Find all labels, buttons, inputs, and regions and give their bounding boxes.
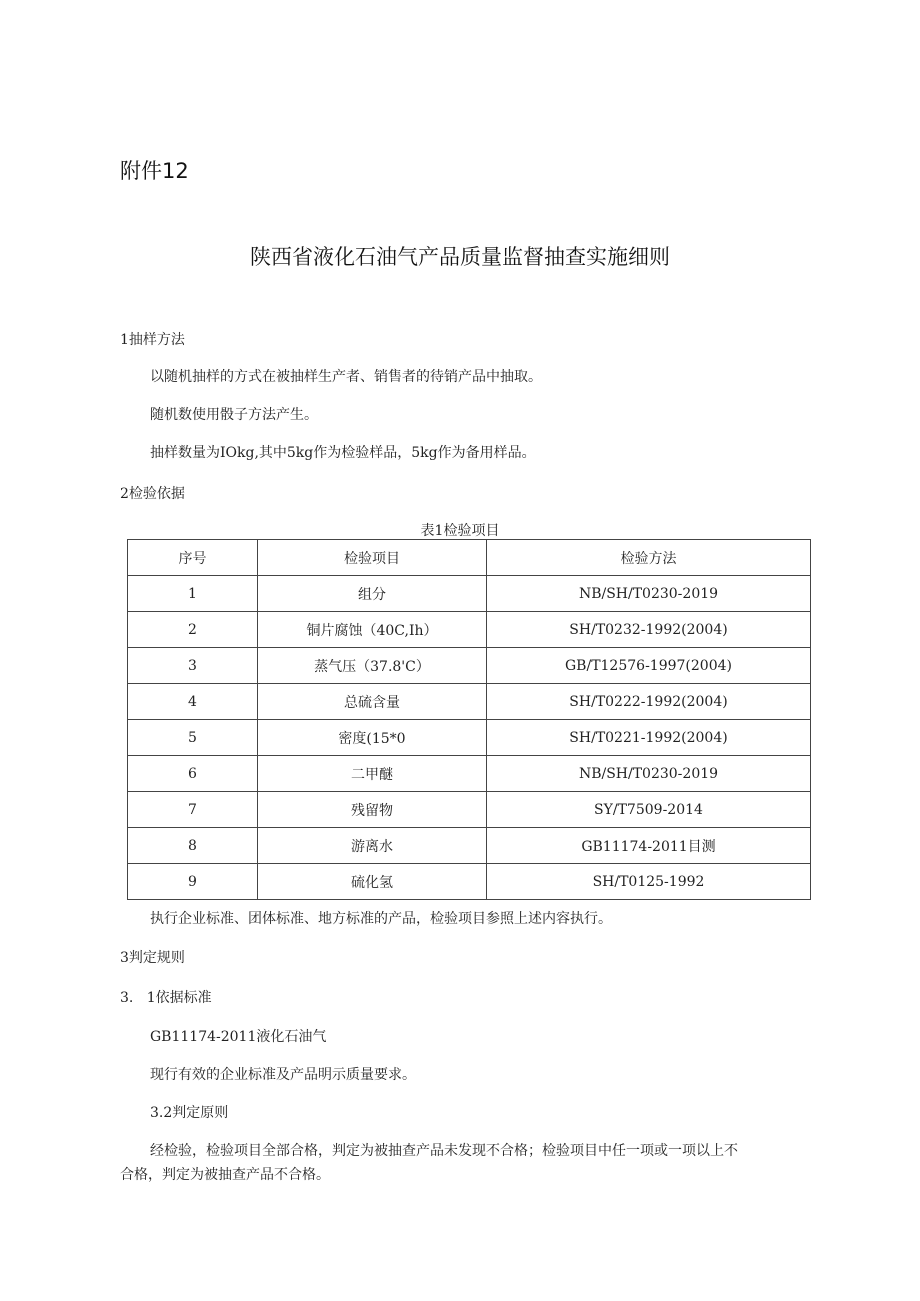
cell-item: 密度(15*0 (258, 720, 487, 756)
cell-item: 二甲醚 (258, 756, 487, 792)
section-3-2-heading: 3.2判定原则 (150, 1105, 229, 1121)
cell-item: 组分 (258, 576, 487, 612)
section-3-1-heading: 3. 1依据标准 (120, 990, 212, 1006)
cell-serial: 2 (128, 612, 258, 648)
cell-serial: 7 (128, 792, 258, 828)
cell-serial: 5 (128, 720, 258, 756)
table-row (128, 612, 811, 648)
table-caption: 表1检验项目 (420, 523, 500, 539)
table-row (128, 756, 811, 792)
table-row (128, 576, 811, 612)
section-3-1-line-2: 现行有效的企业标准及产品明示质量要求。 (150, 1067, 416, 1083)
table-row (128, 864, 811, 900)
cell-item: 总硫含量 (258, 684, 487, 720)
cell-item: 游离水 (258, 828, 487, 864)
cell-serial: 6 (128, 756, 258, 792)
cell-serial: 8 (128, 828, 258, 864)
table-row (128, 720, 811, 756)
section-3-1-line-1: GB11174-2011液化石油气 (150, 1029, 327, 1045)
cell-method: NB/SH/T0230-2019 (487, 756, 811, 792)
inspection-items-table (127, 539, 811, 900)
cell-item: 硫化氢 (258, 864, 487, 900)
header-method: 检验方法 (487, 540, 811, 576)
section-1-heading: 1抽样方法 (120, 332, 185, 348)
table-row (128, 792, 811, 828)
section-1-paragraph-3: 抽样数量为IOkg,其中5kg作为检验样品，5kg作为备用样品。 (150, 445, 536, 461)
document-title: 陕西省液化石油气产品质量监督抽查实施细则 (250, 245, 670, 269)
section-1-paragraph-2: 随机数使用骰子方法产生。 (150, 407, 318, 423)
table-header-row (128, 540, 811, 576)
header-item: 检验项目 (258, 540, 487, 576)
section-2-heading: 2检验依据 (120, 486, 185, 502)
cell-method: GB11174-2011目测 (487, 828, 811, 864)
cell-item: 蒸气压（37.8'C） (258, 648, 487, 684)
section-3-2-line-1: 经检验，检验项目全部合格，判定为被抽查产品未发现不合格；检验项目中任一项或一项以上不 (150, 1143, 738, 1159)
section-3-2-line-2: 合格，判定为被抽查产品不合格。 (120, 1167, 330, 1183)
table-row (128, 684, 811, 720)
table-row (128, 648, 811, 684)
cell-method: SH/T0222-1992(2004) (487, 684, 811, 720)
cell-method: SH/T0232-1992(2004) (487, 612, 811, 648)
section-1-paragraph-1: 以随机抽样的方式在被抽样生产者、销售者的待销产品中抽取。 (150, 369, 542, 385)
section-3-heading: 3判定规则 (120, 950, 185, 966)
cell-method: NB/SH/T0230-2019 (487, 576, 811, 612)
cell-serial: 3 (128, 648, 258, 684)
table-row (128, 828, 811, 864)
cell-method: GB/T12576-1997(2004) (487, 648, 811, 684)
header-serial: 序号 (128, 540, 258, 576)
cell-method: SH/T0221-1992(2004) (487, 720, 811, 756)
attachment-label: 附件12 (120, 159, 189, 183)
cell-serial: 4 (128, 684, 258, 720)
cell-item: 残留物 (258, 792, 487, 828)
cell-method: SH/T0125-1992 (487, 864, 811, 900)
cell-serial: 9 (128, 864, 258, 900)
cell-item: 铜片腐蚀（40C,Ih） (258, 612, 487, 648)
cell-serial: 1 (128, 576, 258, 612)
cell-method: SY/T7509-2014 (487, 792, 811, 828)
table-note: 执行企业标准、团体标准、地方标准的产品，检验项目参照上述内容执行。 (150, 911, 612, 927)
